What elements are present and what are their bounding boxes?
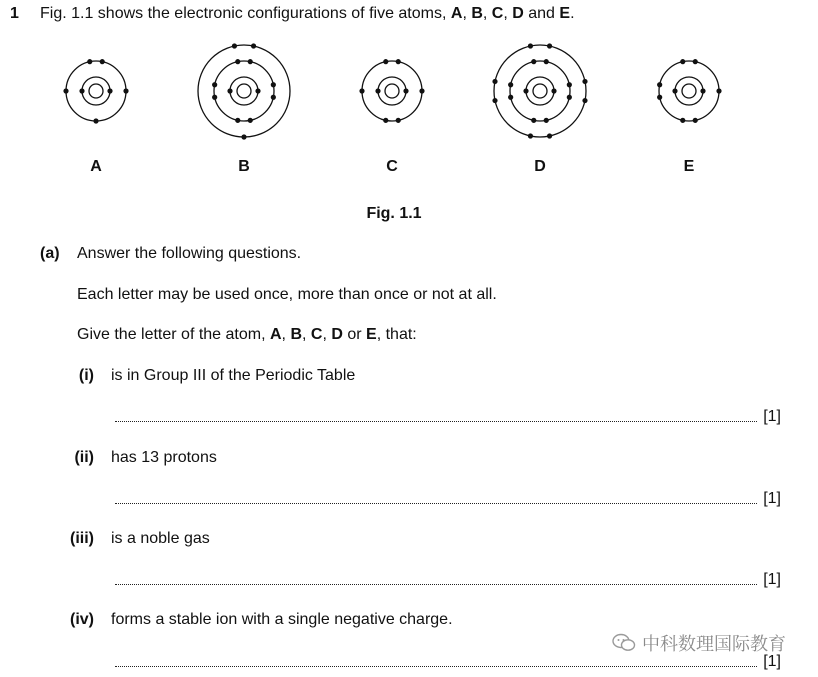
electron-d-2-8 [531, 118, 536, 123]
electron-d-3-2 [547, 43, 552, 48]
electron-d-2-3 [508, 95, 513, 100]
electron-c-2-1 [383, 59, 388, 64]
atom-label-a: A [90, 158, 102, 175]
subpart-label-iii: (iii) [70, 530, 94, 547]
electron-a-2-5 [93, 118, 98, 123]
electron-e-2-1 [680, 59, 685, 64]
electron-b-2-3 [212, 95, 217, 100]
electron-e-2-2 [693, 59, 698, 64]
electron-b-2-5 [271, 82, 276, 87]
electron-c-2-5 [396, 118, 401, 123]
electron-e-2-6 [693, 118, 698, 123]
electron-a-2-3 [63, 88, 68, 93]
subpart-label-iv: (iv) [70, 611, 94, 628]
mark-allocation: [1] [763, 408, 781, 425]
shell-b-3 [198, 45, 290, 137]
electron-e-2-7 [680, 118, 685, 123]
shell-d-3 [494, 45, 586, 137]
nucleus-e [682, 84, 696, 98]
electron-b-2-8 [235, 118, 240, 123]
electron-b-2-1 [235, 59, 240, 64]
answer-dotted-line[interactable] [115, 421, 757, 422]
part-a-label: (a) [40, 245, 60, 262]
electron-d-3-4 [492, 79, 497, 84]
answer-dotted-line[interactable] [115, 584, 757, 585]
electron-b-1-1 [227, 88, 232, 93]
electron-e-2-5 [716, 88, 721, 93]
nucleus-b [237, 84, 251, 98]
electron-d-2-4 [508, 82, 513, 87]
electron-d-3-1 [528, 43, 533, 48]
electron-b-3-1 [232, 43, 237, 48]
electron-d-2-6 [567, 95, 572, 100]
electron-d-2-1 [531, 59, 536, 64]
electron-a-2-4 [123, 88, 128, 93]
question-intro: Fig. 1.1 shows the electronic configurations of five atoms, A, B, C, D and E. [40, 5, 575, 22]
electron-b-3-3 [241, 134, 246, 139]
electron-b-3-2 [251, 43, 256, 48]
electron-d-2-7 [544, 118, 549, 123]
figure-caption: Fig. 1.1 [366, 205, 422, 222]
electron-d-2-5 [567, 82, 572, 87]
shell-e-1 [675, 77, 703, 105]
shell-d-2 [510, 61, 570, 121]
subpart-label-ii: (ii) [74, 449, 94, 466]
mark-allocation: [1] [763, 490, 781, 507]
electron-a-2-2 [100, 59, 105, 64]
electron-d-3-3 [492, 98, 497, 103]
watermark-text: 中科数理国际教育 [642, 634, 786, 654]
instruction-line-2: Give the letter of the atom, A, B, C, D or E, that: [77, 326, 417, 343]
electron-d-1-1 [523, 88, 528, 93]
wechat-icon [612, 633, 636, 653]
electron-b-2-6 [271, 95, 276, 100]
answer-line-iii[interactable] [115, 569, 781, 589]
electron-a-1-1 [79, 88, 84, 93]
electron-e-1-1 [672, 88, 677, 93]
shell-e-2 [659, 61, 719, 121]
mark-allocation: [1] [763, 653, 781, 670]
instruction-line-1: Each letter may be used once, more than once or not at all. [77, 286, 497, 303]
electron-b-1-2 [255, 88, 260, 93]
question-number: 1 [10, 5, 19, 22]
atom-label-c: C [386, 158, 398, 175]
electron-b-2-7 [248, 118, 253, 123]
atom-diagrams [0, 36, 818, 146]
electron-d-3-7 [547, 133, 552, 138]
shell-a-1 [82, 77, 110, 105]
shell-b-2 [214, 61, 274, 121]
shell-d-1 [526, 77, 554, 105]
electron-c-2-2 [396, 59, 401, 64]
electron-c-2-4 [419, 88, 424, 93]
electron-e-1-2 [700, 88, 705, 93]
subpart-question-ii: has 13 protons [111, 449, 217, 466]
answer-line-i[interactable] [115, 406, 781, 426]
electron-d-3-5 [582, 79, 587, 84]
subpart-label-i: (i) [78, 367, 94, 384]
electron-e-2-4 [657, 82, 662, 87]
subpart-question-iii: is a noble gas [111, 530, 210, 547]
electron-d-1-2 [551, 88, 556, 93]
electron-d-3-6 [582, 98, 587, 103]
shell-c-1 [378, 77, 406, 105]
answer-line-ii[interactable] [115, 488, 781, 508]
electron-b-2-2 [248, 59, 253, 64]
shell-b-1 [230, 77, 258, 105]
shell-a-2 [66, 61, 126, 121]
shell-c-2 [362, 61, 422, 121]
subpart-question-i: is in Group III of the Periodic Table [111, 367, 356, 384]
electron-c-2-6 [383, 118, 388, 123]
electron-e-2-3 [657, 95, 662, 100]
mark-allocation: [1] [763, 571, 781, 588]
electron-a-1-2 [107, 88, 112, 93]
atom-label-e: E [683, 158, 695, 175]
electron-c-1-2 [403, 88, 408, 93]
watermark [612, 630, 786, 656]
nucleus-a [89, 84, 103, 98]
electron-a-2-1 [87, 59, 92, 64]
electron-b-2-4 [212, 82, 217, 87]
electron-d-3-8 [528, 133, 533, 138]
nucleus-c [385, 84, 399, 98]
atom-label-d: D [534, 158, 546, 175]
subpart-question-iv: forms a stable ion with a single negative charge. [111, 611, 453, 628]
electron-c-2-3 [359, 88, 364, 93]
answer-dotted-line[interactable] [115, 666, 757, 667]
answer-dotted-line[interactable] [115, 503, 757, 504]
electron-d-2-2 [544, 59, 549, 64]
electron-c-1-1 [375, 88, 380, 93]
part-a-title: Answer the following questions. [77, 245, 302, 262]
nucleus-d [533, 84, 547, 98]
atom-label-b: B [238, 158, 250, 175]
